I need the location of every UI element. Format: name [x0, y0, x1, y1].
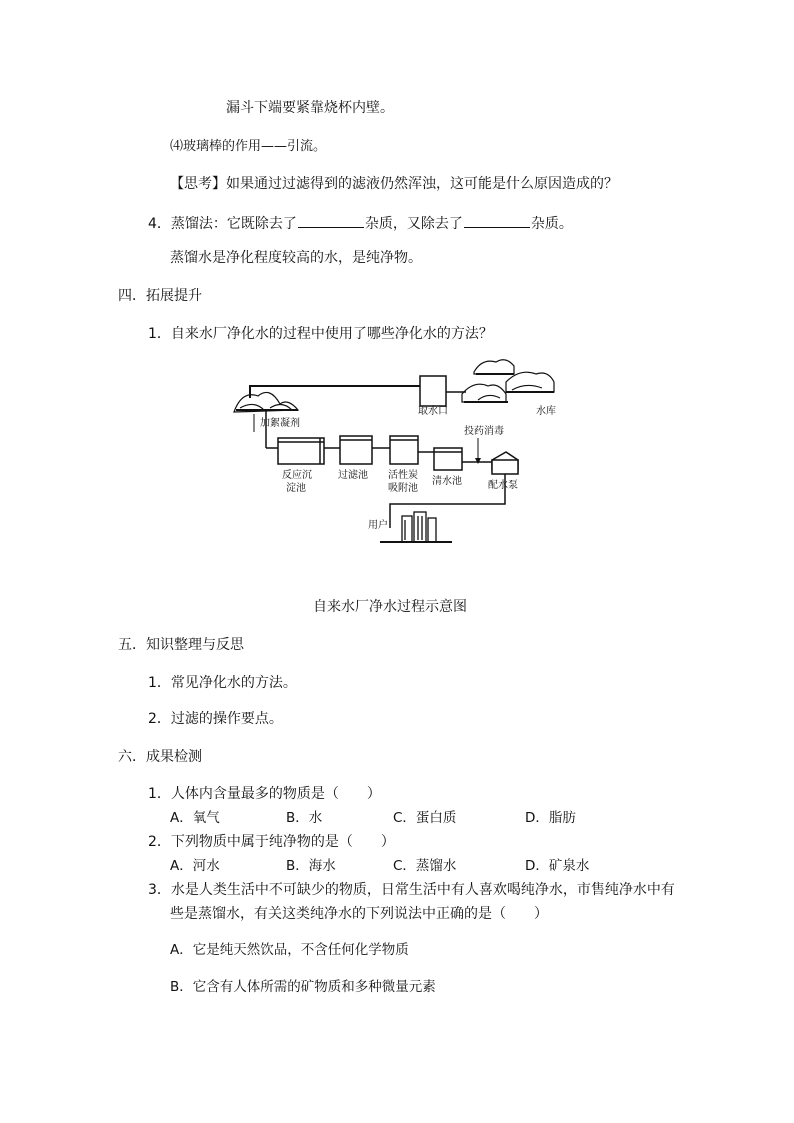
water-treatment-diagram [230, 352, 560, 548]
carbon-label-1: 活性炭 [388, 470, 418, 481]
sediment-label-2: 淀池 [286, 483, 306, 494]
question-3-option-a[interactable]: A．它是纯天然饮品，不含任何化学物质 [170, 942, 409, 958]
distilled-water-note: 蒸馏水是净化程度较高的水，是纯净物。 [170, 250, 422, 266]
answer-blank-1[interactable] [298, 213, 364, 228]
diagram-caption: 自来水厂净水过程示意图 [313, 599, 467, 615]
reservoir-label: 水库 [536, 406, 556, 417]
question-2-option-b[interactable]: B．海水 [286, 858, 336, 874]
question-1-option-d[interactable]: D．脂肪 [525, 810, 576, 826]
section-4-title: 四．拓展提升 [118, 288, 202, 304]
source-hill-icon [234, 392, 298, 412]
disinfect-label: 投药消毒 [464, 426, 504, 437]
intake-box [420, 376, 446, 406]
filter-label: 过滤池 [338, 470, 368, 481]
section-5-item-2: 2．过滤的操作要点。 [148, 711, 283, 727]
distill-part-1: 4．蒸馏法：它既除去了 [148, 216, 297, 232]
question-1-option-a[interactable]: A．氧气 [170, 810, 220, 826]
section-4-question-1: 1．自来水厂净化水的过程中使用了哪些净化水的方法？ [148, 326, 493, 342]
filter-tank [340, 436, 372, 464]
glass-rod-role: ⑷玻璃棒的作用——引流。 [170, 139, 327, 154]
intake-pipe [250, 386, 420, 398]
question-2-option-a[interactable]: A．河水 [170, 858, 220, 874]
distill-part-2: 杂质，又除去了 [364, 216, 463, 232]
carbon-tank [390, 436, 418, 464]
distillation-line [148, 213, 573, 233]
users-label: 用户 [368, 520, 388, 531]
funnel-note: 漏斗下端要紧靠烧杯内壁。 [226, 100, 394, 116]
question-2-stem: 2．下列物质中属于纯净物的是（ ） [148, 834, 395, 850]
sediment-label-1: 反应沉 [282, 470, 312, 481]
clear-tank-label: 清水池 [432, 476, 462, 487]
question-3-stem-line-1: 3．水是人类生活中不可缺少的物质，日常生活中有人喜欢喝纯净水，市售纯净水中有 [148, 882, 675, 898]
answer-blank-2[interactable] [464, 213, 530, 228]
pump-label: 配水泵 [488, 480, 518, 491]
question-3-option-b[interactable]: B．它含有人体所需的矿物质和多种微量元素 [170, 979, 436, 995]
pump-house [492, 452, 518, 474]
question-1-option-b[interactable]: B．水 [286, 810, 323, 826]
section-6-title: 六．成果检测 [118, 749, 202, 765]
carbon-label-2: 吸附池 [388, 483, 418, 494]
question-1-option-c[interactable]: C．蛋白质 [393, 810, 457, 826]
distill-part-3: 杂质。 [530, 216, 573, 232]
section-5-title: 五．知识整理与反思 [118, 637, 244, 653]
question-1-stem: 1．人体内含量最多的物质是（ ） [148, 786, 381, 802]
question-2-option-c[interactable]: C．蒸馏水 [393, 858, 457, 874]
arrow-head-icon [475, 458, 481, 464]
building-icon [380, 512, 452, 542]
reservoir-hills-icon [462, 360, 554, 402]
think-question: 【思考】如果通过过滤得到的滤液仍然浑浊，这可能是什么原因造成的？ [170, 176, 618, 192]
question-3-stem-line-2: 些是蒸馏水，有关这类纯净水的下列说法中正确的是（ ） [170, 906, 548, 922]
section-5-item-1: 1．常见净化水的方法。 [148, 675, 297, 691]
question-2-option-d[interactable]: D．矿泉水 [525, 858, 590, 874]
intake-label: 取水口 [418, 406, 448, 417]
sediment-tank [278, 438, 324, 464]
clear-tank [434, 448, 462, 470]
coagulant-label: 加絮凝剂 [260, 418, 300, 429]
